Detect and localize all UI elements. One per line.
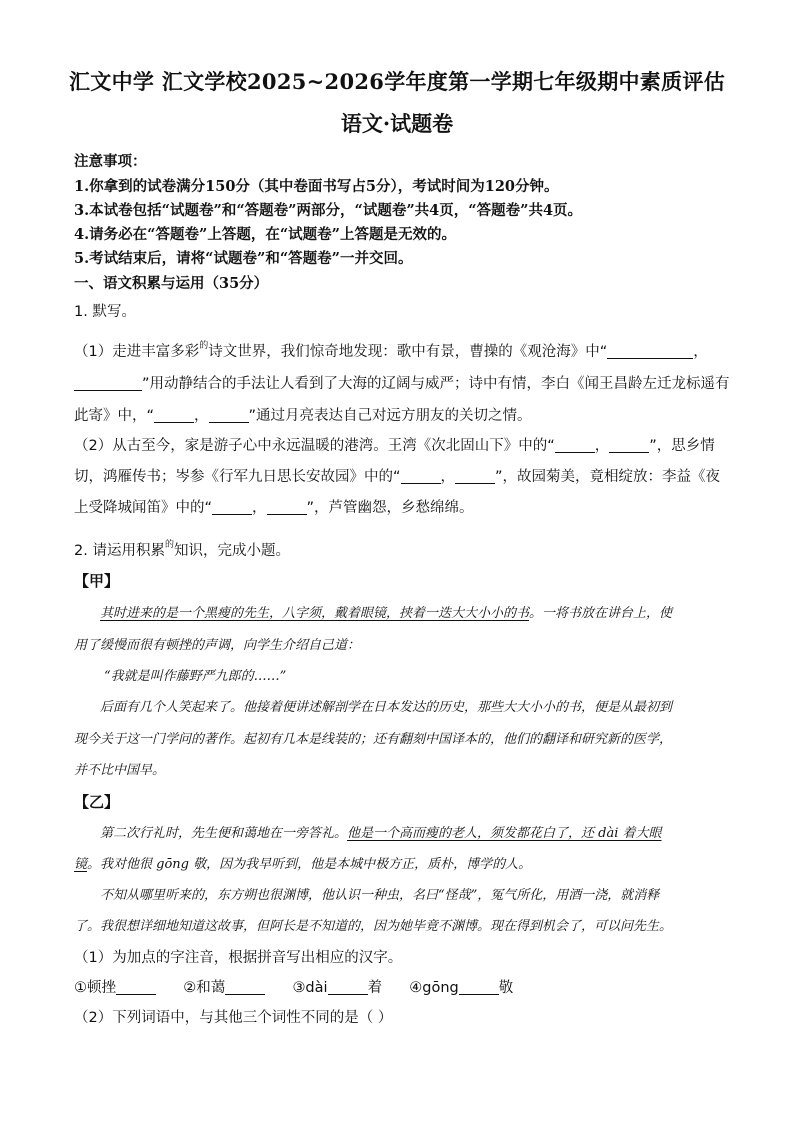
answer-blank[interactable] xyxy=(267,500,307,515)
question-1-line: 此寄》中，“ ， ”通过月亮表达自己对远方朋友的关切之情。 xyxy=(74,408,532,424)
question-2-title: 2. 请运用积累$^的$知识，完成小题。 xyxy=(74,540,290,559)
question-1-line: ”用动静结合的手法让人看到了大海的辽阔与威严；诗中有情，李白《闻王昌龄左迁龙标遥有 xyxy=(74,372,730,393)
passage-yi-line: 第二次行礼时，先生便和蔼地在一旁答礼。他是一个高而瘦的老人，须发都花白了，还 dài 着大眼 xyxy=(100,826,662,841)
answer-blank[interactable] xyxy=(74,376,142,391)
answer-blank[interactable] xyxy=(607,344,693,359)
answer-blank[interactable] xyxy=(116,980,156,995)
answer-blank[interactable] xyxy=(609,438,649,453)
notice-heading: 注意事项： xyxy=(74,153,147,170)
sub-question-1: （1）为加点的字注音，根据拼音写出相应的汉字。 xyxy=(74,950,403,966)
answer-blank[interactable] xyxy=(154,408,194,423)
question-1-line: （2）从古至今，家是游子心中永远温暖的港湾。王湾《次北固山下》中的“ ， ”，思乡情 xyxy=(74,438,715,454)
answer-blank[interactable] xyxy=(225,980,265,995)
notice-item: 1.你拿到的试卷满分150分（其中卷面书写占5分），考试时间为120分钟。 xyxy=(74,178,559,195)
answer-blank[interactable] xyxy=(212,500,252,515)
answer-blank[interactable] xyxy=(209,408,249,423)
notice-item: 5.考试结束后，请将“试题卷”和“答题卷”一并交回。 xyxy=(74,250,413,267)
passage-yi-line: 镜。我对他很 gōng 敬，因为我早听到，他是本城中极方正，质朴，博学的人。 xyxy=(74,857,532,872)
passage-yi-line: 了。我很想详细地知道这故事，但阿长是不知道的，因为她毕竟不渊博。现在得到机会了，可以问先生。 xyxy=(74,919,673,934)
question-1-line: （1）走进丰富多彩$^的$诗文世界，我们惊奇地发现：歌中有景，曹操的《观沧海》中“ ， xyxy=(74,341,708,360)
passage-yi-label: 【乙】 xyxy=(74,793,120,811)
passage-jia-line: 现今关于这一门学问的著作。起初有几本是线装的；还有翻刻中国译本的，他们的翻译和研究新的医学， xyxy=(74,732,673,747)
notice-item: 3.本试卷包括“试题卷”和“答题卷”两部分，“试题卷”共4页，“答题卷”共4页。 xyxy=(74,202,583,219)
passage-jia-line: 其时进来的是一个黑瘦的先生，八字须，戴着眼镜，挟着一迭大大小小的书。一将书放在讲台上，使 xyxy=(100,606,673,621)
question-1-line: 切，鸿雁传书；岑参《行军九日思长安故园》中的“ ， ”，故园菊美，竟相绽放：李益《夜 xyxy=(74,469,721,485)
answer-blank[interactable] xyxy=(328,980,368,995)
answer-blank[interactable] xyxy=(401,469,441,484)
passage-jia-line: “我就是叫作藤野严九郎的……” xyxy=(104,669,287,684)
passage-jia-line: 并不比中国早。 xyxy=(74,763,166,778)
notice-item: 4.请务必在“答题卷”上答题，在“试题卷”上答题是无效的。 xyxy=(74,226,456,243)
question-1-title: 1. 默写。 xyxy=(74,304,136,320)
exam-subtitle: 语文·试题卷 xyxy=(340,111,454,136)
section-title: 一、语文积累与运用（35分） xyxy=(74,275,269,292)
exam-title: 汇文中学 汇文学校2025~2026学年度第一学期七年级期中素质评估 xyxy=(69,69,725,94)
passage-yi-line: 不知从哪里听来的，东方朔也很渊博，他认识一种虫，名曰“怪哉”，冤气所化，用酒一浇，就消释 xyxy=(100,888,660,903)
answer-blank[interactable] xyxy=(455,469,495,484)
passage-jia-label: 【甲】 xyxy=(74,572,120,590)
answer-blank[interactable] xyxy=(555,438,595,453)
answer-blank[interactable] xyxy=(459,980,499,995)
sub-question-2: （2）下列词语中，与其他三个词性不同的是（ ） xyxy=(74,1010,393,1026)
passage-jia-line: 用了缓慢而很有顿挫的声调，向学生介绍自己道： xyxy=(74,638,361,653)
question-1-line: 上受降城闻笛》中的“ ， ”，芦管幽怨，乡愁绵绵。 xyxy=(74,500,474,516)
sub-question-1-options: ①顿挫 ②和蔼 ③dài 着 ④gōng 敬 xyxy=(74,980,514,996)
passage-jia-line: 后面有几个人笑起来了。他接着便讲述解剖学在日本发达的历史，那些大大小小的书，便是从最初到 xyxy=(100,700,673,715)
